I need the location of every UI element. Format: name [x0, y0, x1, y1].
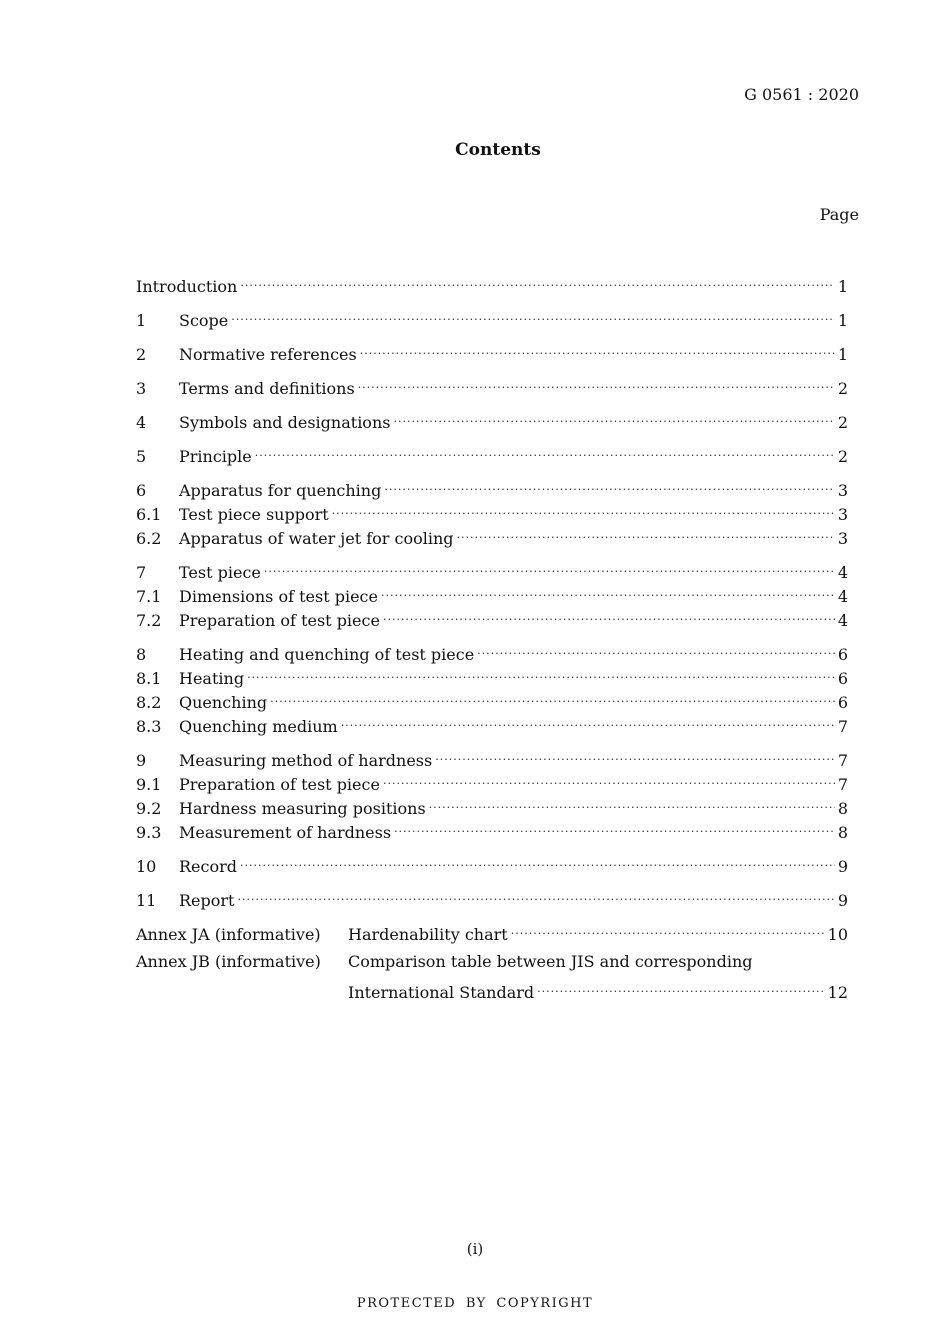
toc-entry[interactable]	[136, 302, 848, 330]
page-title: Contents	[455, 140, 541, 160]
toc-entry-title: Report	[179, 891, 235, 910]
toc-entry-number: 6.1	[136, 505, 162, 524]
toc-entry-title: Normative references	[179, 345, 357, 364]
toc-entry-number: 8.2	[136, 693, 162, 712]
toc-entry-title: Measurement of hardness	[179, 823, 392, 842]
dot-leader	[394, 814, 835, 838]
toc-annex-jb[interactable]	[136, 950, 848, 1002]
toc-entry-title: Test piece support	[179, 505, 329, 524]
toc-entry-number: 10	[136, 857, 157, 876]
toc-group	[136, 404, 848, 432]
toc-entry-title: Preparation of test piece	[179, 775, 380, 794]
dot-leader	[332, 496, 835, 520]
toc-entry-page: 8	[837, 799, 848, 818]
toc-entry-title: Scope	[179, 311, 229, 330]
toc-entry-number: 8.3	[136, 717, 162, 736]
toc-entry-number: 6.2	[136, 529, 162, 548]
toc-entry[interactable]	[136, 554, 848, 582]
toc-entry[interactable]	[136, 742, 848, 770]
dot-leader	[247, 660, 835, 684]
copyright-notice: PROTECTED BY COPYRIGHT	[356, 1296, 594, 1311]
toc-group	[136, 472, 848, 548]
toc-entry-title: Quenching	[179, 693, 268, 712]
toc-entry-page: 1	[837, 311, 848, 330]
toc-entry-number: 1	[136, 311, 147, 330]
toc-group	[136, 302, 848, 330]
toc-entry-page: 2	[837, 447, 848, 466]
toc-entry-page: 4	[837, 611, 848, 630]
toc-group	[136, 636, 848, 736]
toc-entry-number: 4	[136, 413, 147, 432]
dot-leader	[383, 602, 835, 626]
toc-entry-page: 1	[837, 277, 848, 296]
dot-leader	[457, 520, 835, 544]
dot-leader	[358, 370, 835, 394]
document-id: G 0561 : 2020	[744, 85, 859, 104]
dot-leader	[511, 916, 825, 940]
toc-group	[136, 268, 848, 296]
toc-entry-page: 7	[837, 775, 848, 794]
dot-leader	[240, 848, 835, 872]
toc-entry-title: Introduction	[136, 277, 238, 296]
toc-entry-number: 9.2	[136, 799, 162, 818]
toc-entry-page: 6	[837, 693, 848, 712]
dot-leader	[429, 790, 835, 814]
toc-entry-number: 9.1	[136, 775, 162, 794]
annex-label: Annex JB (informative)	[136, 952, 321, 971]
toc-entry-title: Heating	[179, 669, 245, 688]
page-column-header: Page	[819, 205, 859, 224]
page-number: (i)	[466, 1240, 484, 1258]
toc-entry-number: 7	[136, 563, 147, 582]
dot-leader	[383, 766, 835, 790]
dot-leader	[341, 708, 835, 732]
toc-group	[136, 370, 848, 398]
toc-entry-page: 2	[837, 379, 848, 398]
toc-group	[136, 438, 848, 466]
toc-group	[136, 742, 848, 842]
toc-entry-title: Principle	[179, 447, 252, 466]
dot-leader	[240, 268, 834, 292]
dot-leader	[237, 882, 834, 906]
toc-entry-number: 2	[136, 345, 147, 364]
annex-title-line2: International Standard	[348, 983, 535, 1002]
toc-entry-page: 3	[837, 505, 848, 524]
toc-entry-title: Apparatus of water jet for cooling	[179, 529, 454, 548]
dot-leader	[264, 554, 835, 578]
toc-entry-title: Apparatus for quenching	[179, 481, 382, 500]
toc-entry-title: Hardness measuring positions	[179, 799, 426, 818]
toc-entry-page: 8	[837, 823, 848, 842]
toc-entry-number: 7.2	[136, 611, 162, 630]
toc-entry-number: 5	[136, 447, 147, 466]
table-of-contents	[136, 268, 848, 1008]
annex-page: 10	[827, 925, 848, 944]
toc-entry[interactable]	[136, 472, 848, 500]
toc-entry-page: 3	[837, 529, 848, 548]
toc-group	[136, 554, 848, 630]
toc-entry-page: 4	[837, 587, 848, 606]
toc-entry-page: 6	[837, 645, 848, 664]
annex-page: 12	[827, 983, 848, 1002]
toc-entry-number: 6	[136, 481, 147, 500]
toc-group	[136, 848, 848, 876]
annex-title: Hardenability chart	[348, 925, 508, 944]
dot-leader	[537, 974, 824, 998]
toc-entry-title: Heating and quenching of test piece	[179, 645, 475, 664]
toc-entry-page: 1	[837, 345, 848, 364]
toc-entry-page: 7	[837, 717, 848, 736]
toc-entry-title: Quenching medium	[179, 717, 338, 736]
dot-leader	[381, 578, 835, 602]
toc-entry[interactable]	[136, 438, 848, 466]
toc-entry-number: 3	[136, 379, 147, 398]
toc-group	[136, 336, 848, 364]
toc-entry-page: 9	[837, 891, 848, 910]
toc-entry-number: 8.1	[136, 669, 162, 688]
toc-entry-page: 2	[837, 413, 848, 432]
toc-entry-title: Preparation of test piece	[179, 611, 380, 630]
dot-leader	[360, 336, 835, 360]
toc-entry-page: 6	[837, 669, 848, 688]
toc-entry-number: 9	[136, 751, 147, 770]
toc-entry[interactable]	[136, 336, 848, 364]
toc-entry[interactable]	[136, 370, 848, 398]
toc-entry-title: Dimensions of test piece	[179, 587, 378, 606]
toc-entry-page: 9	[837, 857, 848, 876]
toc-entry-number: 7.1	[136, 587, 162, 606]
toc-entry-title: Measuring method of hardness	[179, 751, 433, 770]
dot-leader	[393, 404, 834, 428]
toc-group	[136, 882, 848, 910]
dot-leader	[255, 438, 835, 462]
toc-entry-number: 11	[136, 891, 157, 910]
toc-entry-page: 4	[837, 563, 848, 582]
dot-leader	[270, 684, 835, 708]
annex-title-line1: Comparison table between JIS and corresponding	[348, 952, 753, 971]
toc-entry-title: Record	[179, 857, 237, 876]
toc-entry-title: Test piece	[179, 563, 261, 582]
toc-annex-ja[interactable]	[136, 916, 848, 944]
toc-entry-title: Symbols and designations	[179, 413, 391, 432]
toc-entry[interactable]	[136, 636, 848, 664]
annex-label: Annex JA (informative)	[136, 925, 321, 944]
dot-leader	[477, 636, 835, 660]
toc-entry[interactable]	[136, 404, 848, 432]
toc-entry-number: 8	[136, 645, 147, 664]
toc-entry-page: 7	[837, 751, 848, 770]
toc-entry[interactable]	[136, 268, 848, 296]
dot-leader	[384, 472, 834, 496]
toc-entry[interactable]	[136, 882, 848, 910]
toc-entry[interactable]	[136, 848, 848, 876]
dot-leader	[435, 742, 835, 766]
toc-entry-number: 9.3	[136, 823, 162, 842]
dot-leader	[231, 302, 835, 326]
toc-entry-title: Terms and definitions	[179, 379, 355, 398]
toc-entry-page: 3	[837, 481, 848, 500]
